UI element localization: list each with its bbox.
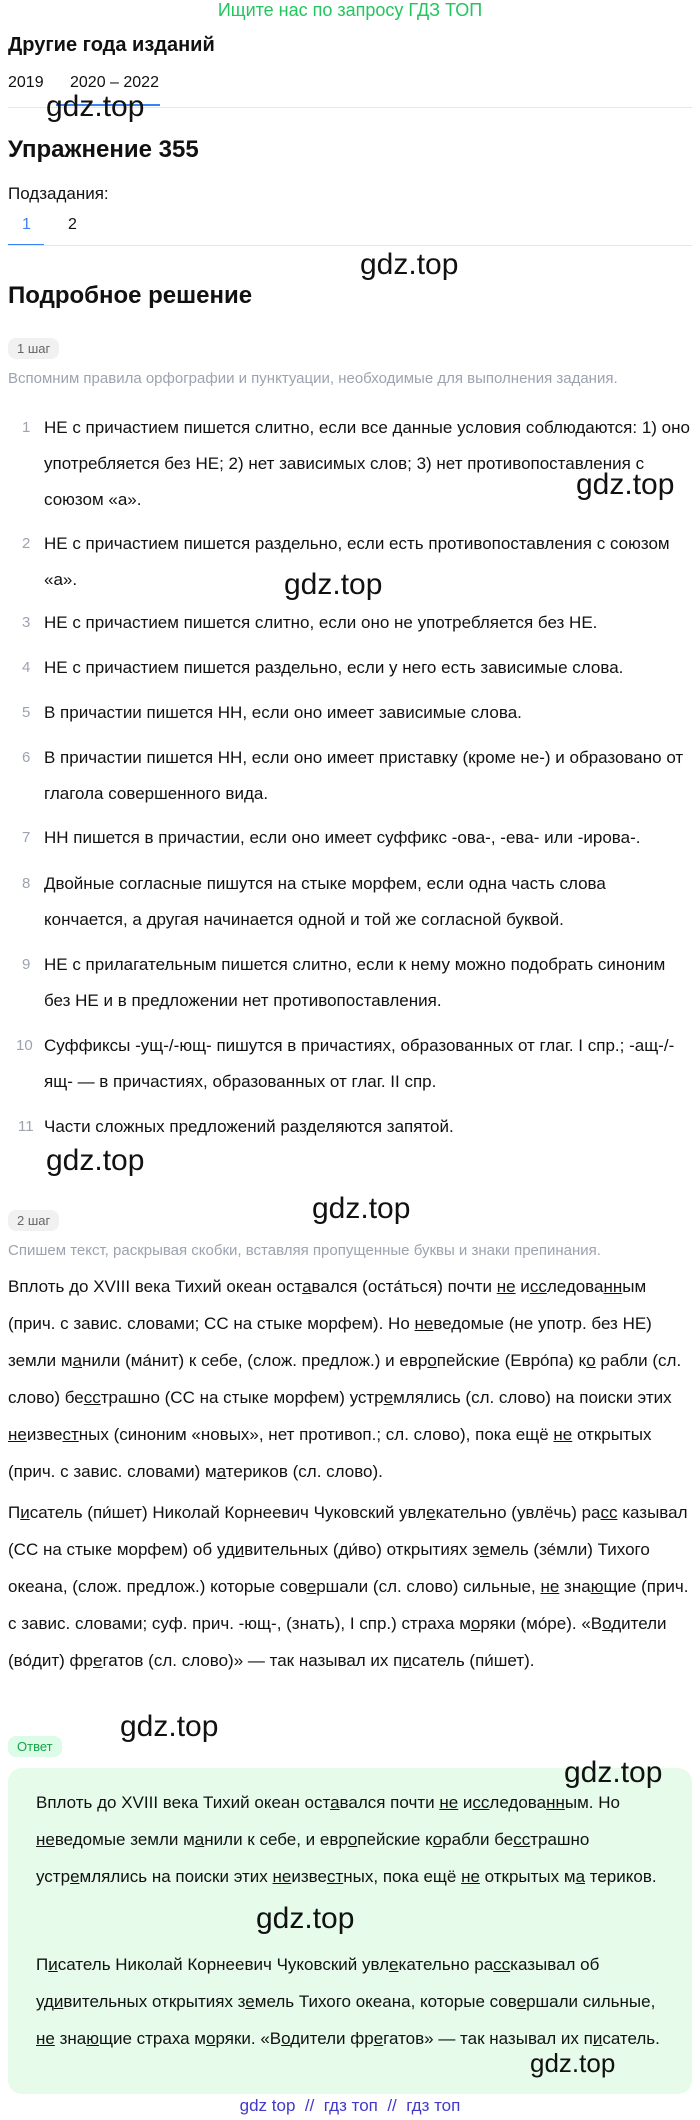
divider — [8, 245, 692, 246]
watermark: gdz.top — [530, 2048, 616, 2078]
step-1-badge: 1 шаг — [8, 338, 59, 359]
tab-subtask-1[interactable]: 1 — [22, 216, 31, 233]
watermark: gdz.top — [576, 468, 675, 501]
step-2-paragraph-2: Писатель (пи́шет) Николай Корнеевич Чуковский увлекательно (увлёчь) расс казывал (СС на стыке морфем) об удивительных (ди́во) открытиях земель (зе́мли) Тихого океана, (слож. предлож.) которые совершали (сл. слово) сильные, не знающие (прич. с завис. словами; суф. прич. -ющ-, (знать), I спр.) страха моряки (мо́ре). «Водители (во́дит) фрегатов (сл. слово)» — так называл их писатель (пи́шет). — [8, 1503, 689, 1670]
watermark: gdz.top — [360, 248, 459, 281]
step-1-intro: Вспомним правила орфографии и пунктуации, необходимые для выполнения задания. — [8, 370, 618, 387]
exercise-title: Упражнение 355 — [8, 136, 199, 163]
step-2-badge: 2 шаг — [8, 1210, 59, 1231]
answer-paragraph-2: Писатель Николай Корнеевич Чуковский увлекательно рассказывал об удивительных открытиях земель Тихого океана, которые совершали сильные, не знающие страха моряки. «Водители фрегатов» — так называл их писатель. — [36, 1955, 660, 2048]
promo-banner[interactable]: Ищите нас по запросу ГДЗ ТОП — [217, 0, 483, 20]
answer-paragraph-1: Вплоть до XVIII века Тихий океан оставался почти не исследованным. Но неведомые земли манили к себе, и европейские корабли бесстрашно устремлялись на поиски этих неизвестных, пока ещё не открытых ма териков. — [36, 1793, 657, 1886]
watermark: gdz.top — [564, 1756, 663, 1789]
watermark: gdz.top — [46, 90, 145, 123]
step-2-intro: Спишем текст, раскрывая скобки, вставляя пропущенные буквы и знаки препинания. — [8, 1242, 601, 1259]
tab-subtask-2[interactable]: 2 — [68, 216, 77, 233]
subtasks-label: Подзадания: — [8, 184, 109, 203]
watermark: gdz.top — [120, 1710, 219, 1743]
step-2-paragraph-1: Вплоть до XVIII века Тихий океан оставался (оста́ться) почти не исследованным (прич. с завис. словами; СС на стыке морфем). Но неведомые (не употр. без НЕ) земли манили (ма́нит) к себе, (слож. предлож.) и европейские (Евро́па) ко рабли (сл. слово) бесстрашно (СС на стыке морфем) устремлялись (сл. слово) на поиски этих неизвестных (синоним «новых», нет противоп.; сл. слово), пока ещё не открытых (прич. с завис. словами) материков (сл. слово). — [8, 1277, 682, 1481]
footer-links[interactable]: gdz top // гдз топ // гдз топ — [239, 2096, 461, 2115]
answer-badge: Ответ — [8, 1736, 62, 1757]
editions-title: Другие года изданий — [8, 34, 215, 56]
year-2020-2022[interactable]: 2020 – 2022 — [70, 74, 159, 91]
year-2019[interactable]: 2019 — [8, 74, 44, 91]
watermark: gdz.top — [284, 568, 383, 601]
watermark: gdz.top — [46, 1144, 145, 1177]
watermark: gdz.top — [312, 1192, 411, 1225]
solution-title: Подробное решение — [8, 282, 253, 309]
watermark: gdz.top — [256, 1902, 355, 1935]
